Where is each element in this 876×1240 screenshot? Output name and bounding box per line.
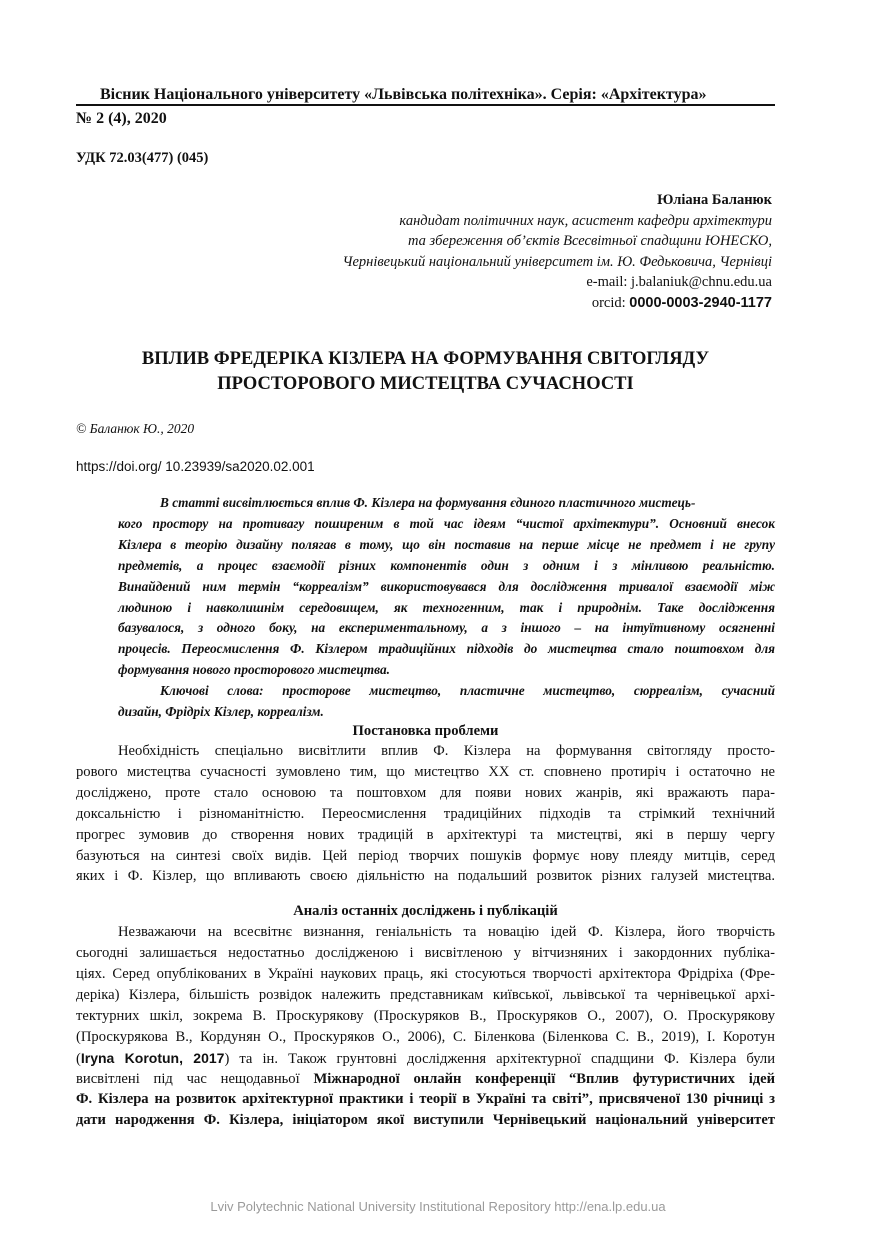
article-title — [76, 347, 775, 397]
copyright-notice: © Баланюк Ю., 2020 — [76, 421, 195, 436]
author-affiliation-3: Чернівецький національний університет ім. Ю. Федьковича, Чернівці — [342, 253, 772, 270]
udk-code: УДК 72.03(477) (045) — [76, 150, 209, 166]
abstract-line: базувалося, з одного боку, на експериментальному, а з іншого – на інтуїтивному осягненні — [118, 620, 775, 635]
body-line: Незважаючи на всесвітнє визнання, геніальність та новацію ідей Ф. Кізлера, його творчість — [118, 924, 775, 940]
body-line: досліджено, проте стало основою та поштовхом для появи нових жанрів, які вражають пара- — [76, 785, 775, 801]
doi-link[interactable]: https://doi.org/ 10.23939/sa2020.02.001 — [76, 459, 315, 474]
body-line: сьогодні залишається недостатньо дослідженою і висвітленою у вітчизняних і закордонних публіка- — [76, 945, 775, 961]
body-line — [76, 1069, 775, 1089]
title-line-2: ПРОСТОРОВОГО МИСТЕЦТВА СУЧАСНОСТІ — [217, 374, 634, 394]
author-affiliation-1: кандидат політичних наук, асистент кафедри архітектури — [399, 212, 772, 229]
body-line-start: висвітлені під час нещодавньої — [76, 1071, 314, 1087]
section-heading-problem: Постановка проблеми — [352, 723, 499, 739]
body-line: базуються на синтезі своїх видів. Цей період творчих пошуків формує нову плеяду митців, серед — [76, 848, 775, 864]
journal-title: Вісник Національного університету «Львівська політехніка». Серія: «Архітектура» — [100, 86, 707, 103]
issue-number: № 2 (4), 2020 — [76, 110, 167, 127]
abstract-line: людиною і навколишнім середовищем, як техногенним, так і природнім. Таке дослідження — [118, 600, 775, 615]
body-line: Необхідність спеціально висвітлити вплив Ф. Кізлера на формування світогляду просто- — [118, 743, 775, 759]
orcid-label: orcid: — [591, 294, 630, 311]
body-line: дати народження Ф. Кізлера, ініціатором якої виступили Чернівецький національний університет — [76, 1112, 775, 1128]
abstract-line: В статті висвітлюється вплив Ф. Кізлера на формування єдиного пластичного мистець- — [160, 495, 696, 510]
abstract-line: предметів, а процес взаємодії різних компонентів один з одним і з мінливою реальністю. — [118, 558, 775, 573]
author-block — [342, 190, 772, 313]
orcid-value: 0000-0003-2940-1177 — [629, 294, 772, 311]
body-line-rest: ) та ін. Також грунтовні дослідження архітектурної спадщини Ф. Кізлера були — [224, 1051, 775, 1067]
body-line — [76, 1048, 775, 1069]
keywords-line: дизайн, Фрідріх Кізлер, корреалізм. — [118, 704, 324, 719]
title-line-1: ВПЛИВ ФРЕДЕРІКА КІЗЛЕРА НА ФОРМУВАННЯ СВІТОГЛЯДУ — [141, 349, 710, 369]
body-line: (Проскурякова В., Кордунян О., Проскуряков О., 2006), С. Біленкова (Біленкова С. В., 2019), І. Коротун — [76, 1029, 775, 1045]
abstract-line: формування нового просторового мистецтва. — [118, 662, 390, 677]
section-heading-review: Аналіз останніх досліджень і публікацій — [293, 903, 558, 919]
author-orcid — [342, 293, 772, 314]
repository-footer: Lviv Polytechnic National University Institutional Repository http://ena.lp.edu.ua — [210, 1199, 666, 1214]
body-line: прогрес зумовив до створення нових традицій в архітектурі та мистецтві, які в першу чергу — [76, 827, 775, 843]
body-line: деріка) Кізлера, більшість розвідок належить представникам київської, львівської та чернівецької архі- — [76, 987, 775, 1003]
body-line: Ф. Кізлера на розвиток архітектурної практики і теорії в Україні та світі”, присвяченої 130 річниці з — [76, 1091, 775, 1107]
author-email: e-mail: j.balaniuk@chnu.edu.ua — [586, 274, 772, 290]
keywords-line: Ключові слова: просторове мистецтво, пластичне мистецтво, сюрреалізм, сучасний — [160, 683, 775, 698]
ref-open-paren: ( — [76, 1051, 81, 1067]
reference-korotun: Iryna Korotun, 2017 — [80, 1050, 225, 1066]
abstract-line: Кізлера в теорію дизайну полягав в тому, що він поставив на перше місце не предмет і не групу — [118, 537, 775, 552]
body-line: яких і Ф. Кізлер, що впливають своєю діяльністю на подальший розвиток різних галузей мистецтва. — [76, 868, 775, 884]
abstract-line: процесів. Переосмислення Ф. Кізлером традиційних підходів до мистецтва стало поштовхом для — [118, 641, 775, 656]
body-line: рового мистецтва сучасності зумовлено тим, що мистецтво ХХ ст. сповнено протиріч і остаточно не — [76, 764, 775, 780]
abstract-line: Винайдений ним термін “корреалізм” використовувався для дослідження тривалої взаємодії між — [118, 579, 775, 594]
body-line: ціях. Серед опублікованих в Україні наукових праць, які стосуються творчості архітектора Фрідріха (Фре- — [76, 966, 775, 982]
author-affiliation-2: та збереження об’єктів Всесвітньої спадщини ЮНЕСКО, — [407, 233, 772, 249]
body-line: доксальністю і різноманітністю. Переосмислення традиційних підходів та стрімкий технічний — [76, 806, 775, 822]
header-rule — [76, 104, 775, 106]
abstract-line: кого простору на противагу поширеним в той час ідеям “чистої архітектури”. Основний внесок — [118, 516, 775, 531]
conference-title: Міжнародної онлайн конференції “Вплив футуристичних ідей — [313, 1071, 776, 1087]
author-name: Юліана Баланюк — [657, 192, 772, 208]
body-line: тектурних шкіл, зокрема В. Проскурякову (Проскуряков В., Проскуряков О., 2007), О. Проскурякову — [76, 1008, 775, 1024]
